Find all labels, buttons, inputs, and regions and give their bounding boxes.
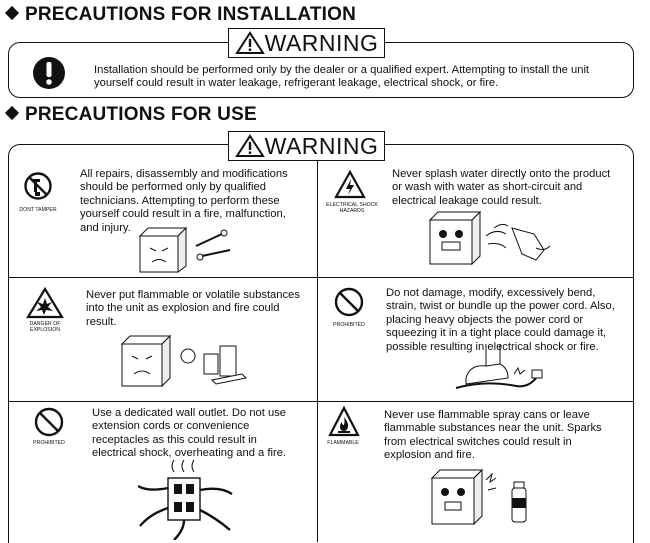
- foot-on-cord-illustration: [452, 344, 548, 396]
- installation-warning-label: WARNING: [264, 29, 379, 56]
- prohibited-icon: [34, 407, 64, 437]
- unit-with-spray-can-illustration: [426, 466, 542, 530]
- unit-splashed-illustration: [424, 208, 556, 270]
- installation-text: Installation should be performed only by the dealer or a qualified expert. Attempting to install the unit yourself could result in water leakage, refrigerant leakage, electrical shock, or fire.: [94, 64, 590, 90]
- warning-triangle-icon: [235, 134, 265, 158]
- unit-with-tools-illustration: [130, 222, 240, 274]
- diamond-bullet-icon: [5, 106, 19, 120]
- exclamation-icon: [32, 56, 66, 90]
- electrical-shock-icon: [334, 170, 366, 200]
- cell-2-caption: ELECTRICAL SHOCK HAZARDS: [326, 202, 378, 214]
- installation-heading: [4, 4, 356, 26]
- flammable-icon: [328, 406, 360, 438]
- cell-3-text: Never put flammable or volatile substances into the unit as explosion and fire could result.: [86, 289, 300, 328]
- cell-4-caption: PROHIBITED: [333, 322, 365, 328]
- warning-triangle-icon: [235, 31, 265, 55]
- cell-6-text: Never use flammable spray cans or leave flammable substances near the unit. Sparks from electrical switches could result in explosion and fire.: [384, 409, 602, 462]
- installation-warning-box: [228, 28, 385, 58]
- use-heading-text: PRECAUTIONS FOR USE: [25, 104, 257, 125]
- dont-tamper-icon: [24, 172, 52, 202]
- cell-3-caption: DANGER OF EXPLOSION: [29, 321, 61, 333]
- cell-5-caption: PROHIBITED: [33, 440, 65, 446]
- grid-divider-row-1: [8, 277, 634, 278]
- grid-divider-vertical: [317, 160, 318, 542]
- cell-2-text: Never splash water directly onto the product or wash with water as short-circuit and electrical leakage could result.: [392, 168, 611, 207]
- explosion-icon: [26, 287, 64, 319]
- cell-6-caption: FLAMMABLE: [327, 440, 359, 446]
- cell-1-caption: DONT TAMPER: [19, 207, 57, 213]
- diamond-bullet-icon: [5, 6, 19, 20]
- use-warning-label: WARNING: [264, 132, 379, 159]
- use-warning-box: [228, 131, 385, 161]
- unit-with-chemicals-illustration: [116, 332, 256, 388]
- cell-4-text: Do not damage, modify, excessively bend, strain, twist or bundle up the power cord. Also, placing heavy objects the power cord or squeezing it in a tight place could damage it, possible resulting in electrical shock or fire.: [386, 287, 615, 353]
- prohibited-icon: [334, 287, 364, 317]
- grid-divider-row-2: [8, 401, 634, 402]
- cell-1-text: All repairs, disassembly and modifications should be performed only by qualified technicians. Attempting to perform these yourself could result in a fire, malfunction, and injury.: [80, 168, 288, 234]
- overloaded-outlet-illustration: [138, 458, 234, 540]
- use-heading: [4, 104, 257, 126]
- cell-5-text: Use a dedicated wall outlet. Do not use extension cords or convenience receptacles as this could result in electrical shock, overheating and a fire.: [92, 407, 287, 460]
- installation-heading-text: PRECAUTIONS FOR INSTALLATION: [25, 4, 357, 25]
